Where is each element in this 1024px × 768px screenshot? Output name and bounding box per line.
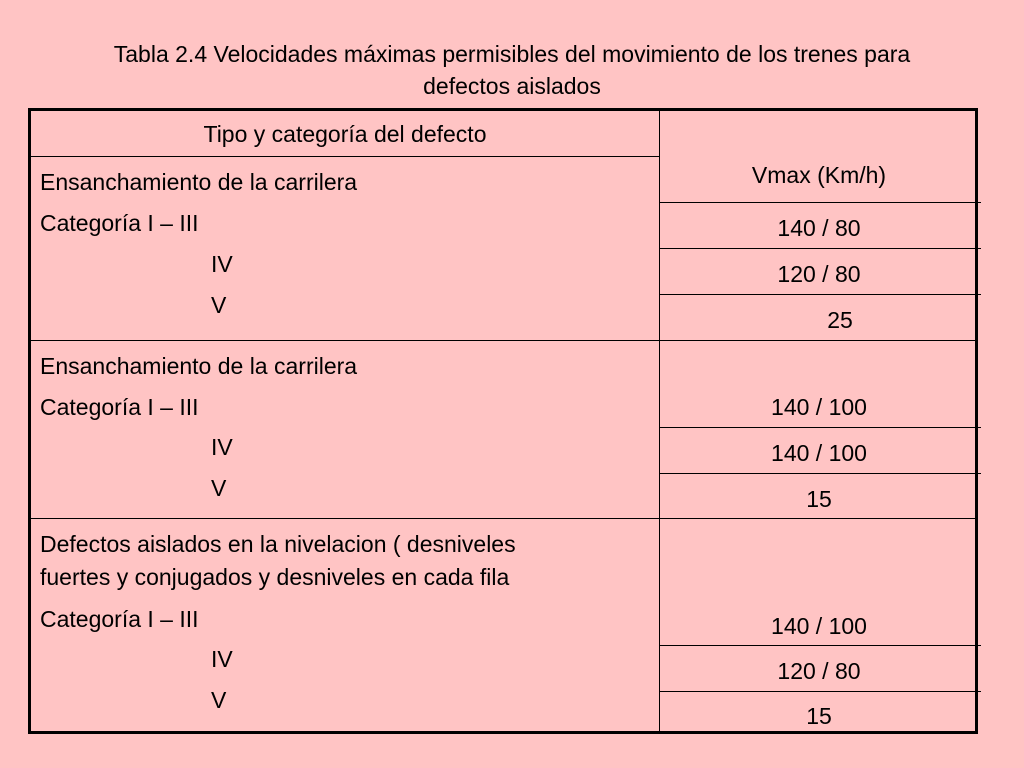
group2-speed-3: 15 (806, 486, 832, 512)
group1-category-2: IV (211, 251, 233, 277)
group1-speed-3: 25 (827, 307, 853, 333)
group2-description: Ensanchamiento de la carrilera (40, 353, 358, 379)
group1-category-3: V (211, 292, 227, 318)
row-divider (659, 691, 981, 692)
group3-category-1: Categoría I – III (40, 606, 199, 632)
group1-description: Ensanchamiento de la carrilera (40, 169, 358, 195)
row-divider (659, 202, 981, 203)
group-divider (31, 340, 975, 341)
group2-category-3: V (211, 475, 227, 501)
speed-table (28, 108, 978, 734)
group-divider (31, 518, 975, 519)
caption-line-2: defectos aislados (423, 73, 601, 99)
group3-description-line-2: fuertes y conjugados y desniveles en cada fila (40, 564, 510, 590)
header-defect-type: Tipo y categoría del defecto (203, 121, 487, 147)
group2-category-2: IV (211, 434, 233, 460)
table-caption (0, 38, 1024, 102)
group1-speed-2: 120 / 80 (777, 261, 861, 287)
group2-category-1: Categoría I – III (40, 394, 199, 420)
group2-speed-2: 140 / 100 (771, 440, 867, 466)
group3-category-3: V (211, 687, 227, 713)
row-divider (659, 294, 981, 295)
row-divider (659, 645, 981, 646)
header-vmax: Vmax (Km/h) (751, 162, 887, 188)
group3-category-2: IV (211, 646, 233, 672)
caption-line-1: Tabla 2.4 Velocidades máximas permisibles del movimiento de los trenes para (113, 41, 911, 67)
group2-speed-1: 140 / 100 (771, 394, 867, 420)
row-divider (659, 427, 981, 428)
group3-speed-2: 120 / 80 (777, 658, 861, 684)
group3-description-line-1: Defectos aislados en la nivelacion ( desniveles (40, 531, 516, 557)
row-divider (659, 248, 981, 249)
group3-speed-1: 140 / 100 (771, 613, 867, 639)
row-divider (31, 156, 659, 157)
group1-category-1: Categoría I – III (40, 210, 199, 236)
row-divider (659, 473, 981, 474)
group3-speed-3: 15 (806, 703, 832, 729)
group1-speed-1: 140 / 80 (777, 215, 861, 241)
